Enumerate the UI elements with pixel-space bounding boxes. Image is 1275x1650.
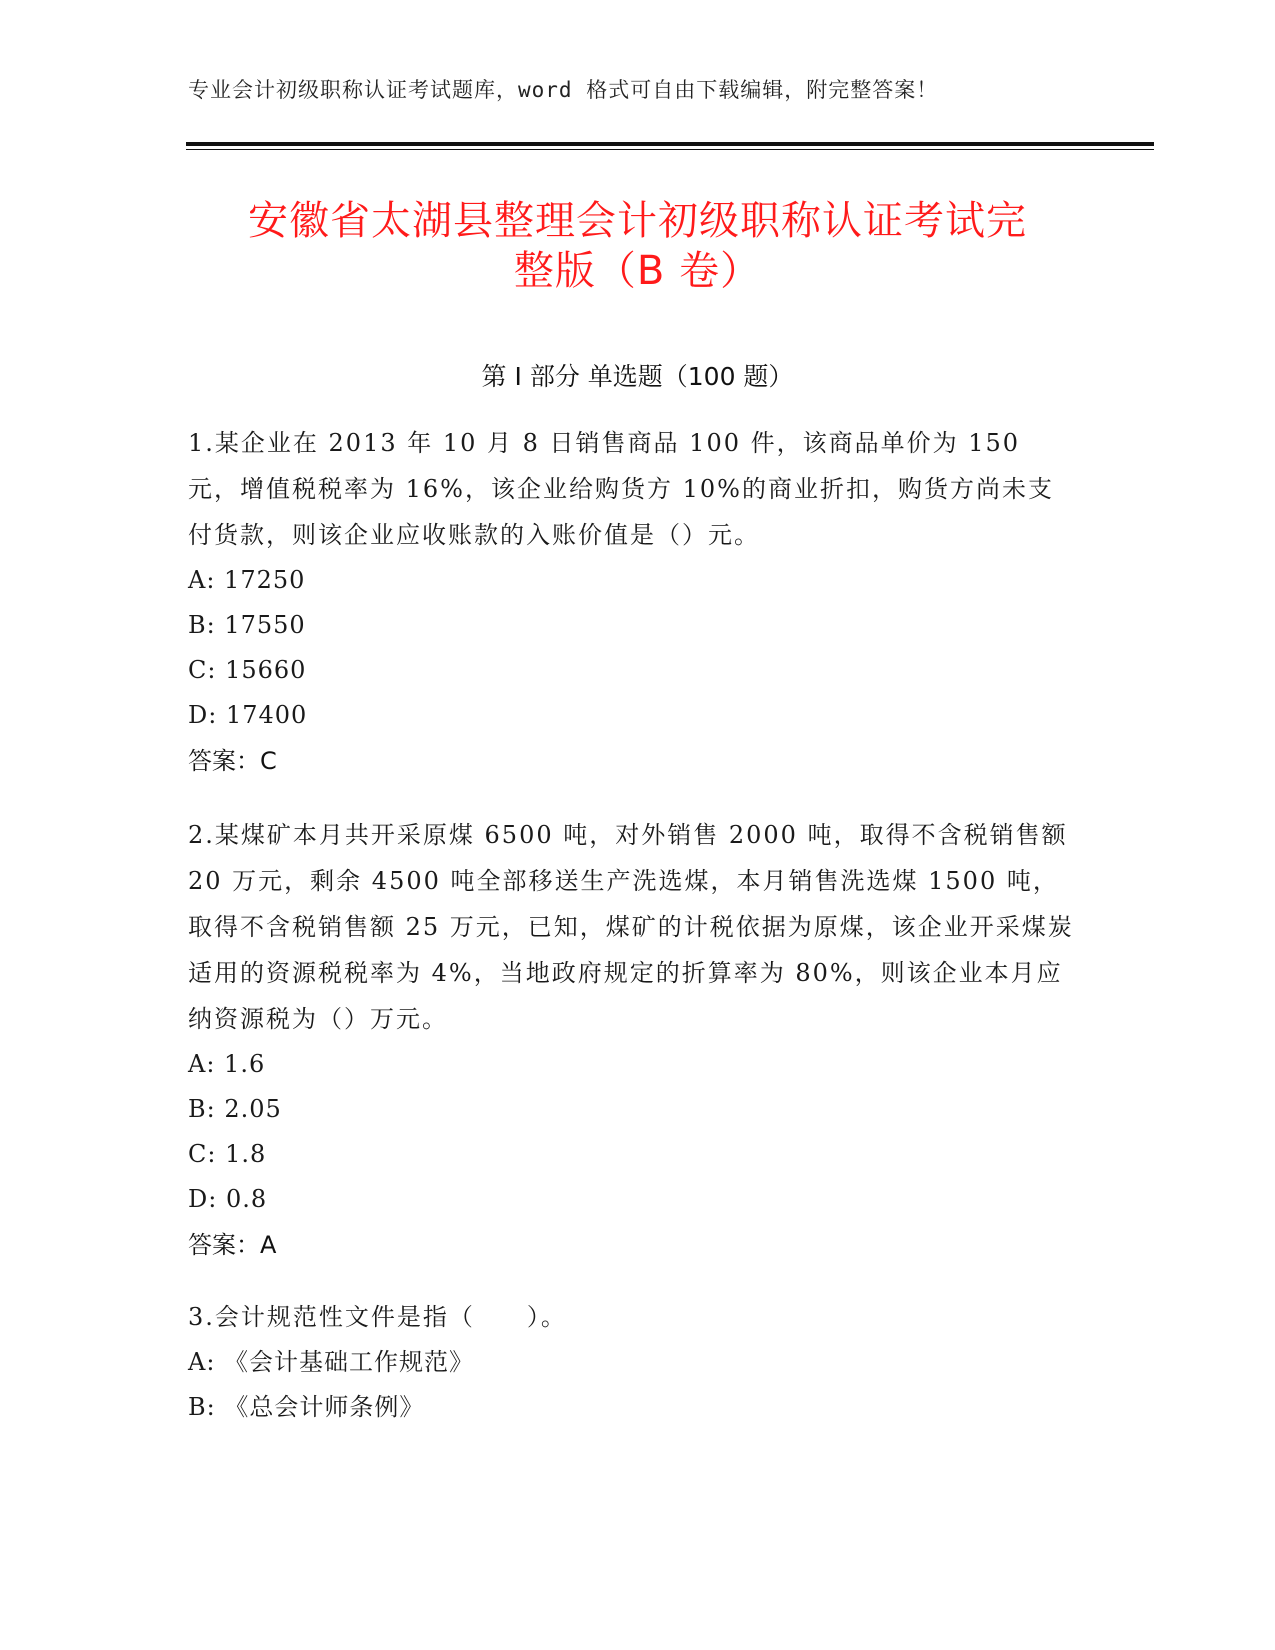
question-2 [188,812,1078,1268]
question-stem: 3.会计规范性文件是指（ ）。 [188,1303,567,1331]
section-heading: 第 I 部分 单选题（100 题） [481,362,794,391]
answer: 答案：A [188,1231,277,1259]
option-d: D: 0.8 [188,1185,268,1213]
question-stem: 1.某企业在 2013 年 10 月 8 日销售商品 100 件，该商品单价为 150 元，增值税税率为 16%，该企业给购货方 10%的商业折扣，购货方尚未支付货款，则该企业应收账款的入账价值是（）元。 [188,429,1054,549]
question-stem: 2.某煤矿本月共开采原煤 6500 吨，对外销售 2000 吨，取得不含税销售额 20 万元，剩余 4500 吨全部移送生产洗选煤，本月销售洗选煤 1500 吨，取得不含税销售额 25 万元，已知，煤矿的计税依据为原煤，该企业开采煤炭适用的资源税税率为 4%，当地政府规定的折算率为 80%，则该企业本月应纳资源税为（）万元。 [188,821,1074,1033]
option-a: A: 《会计基础工作规范》 [188,1348,475,1376]
option-a: A: 17250 [188,566,306,594]
answer: 答案：C [188,747,277,775]
question-3 [188,1294,1078,1430]
option-d: D: 17400 [188,701,308,729]
header-rule-thin [186,149,1154,150]
option-c: C: 15660 [188,656,307,684]
option-c: C: 1.8 [188,1140,267,1168]
option-a: A: 1.6 [188,1050,266,1078]
document-title [150,196,1125,296]
header-note: 专业会计初级职称认证考试题库，word 格式可自由下载编辑，附完整答案！ [188,78,939,102]
option-b: B: 《总会计师条例》 [188,1393,425,1421]
document-title-line-2: 整版（B 卷） [513,248,762,294]
header-rule-thick [186,142,1154,146]
option-b: B: 17550 [188,611,306,639]
document-title-line-1: 安徽省太湖县整理会计初级职称认证考试完 [248,198,1027,244]
question-1 [188,420,1078,784]
option-b: B: 2.05 [188,1095,282,1123]
